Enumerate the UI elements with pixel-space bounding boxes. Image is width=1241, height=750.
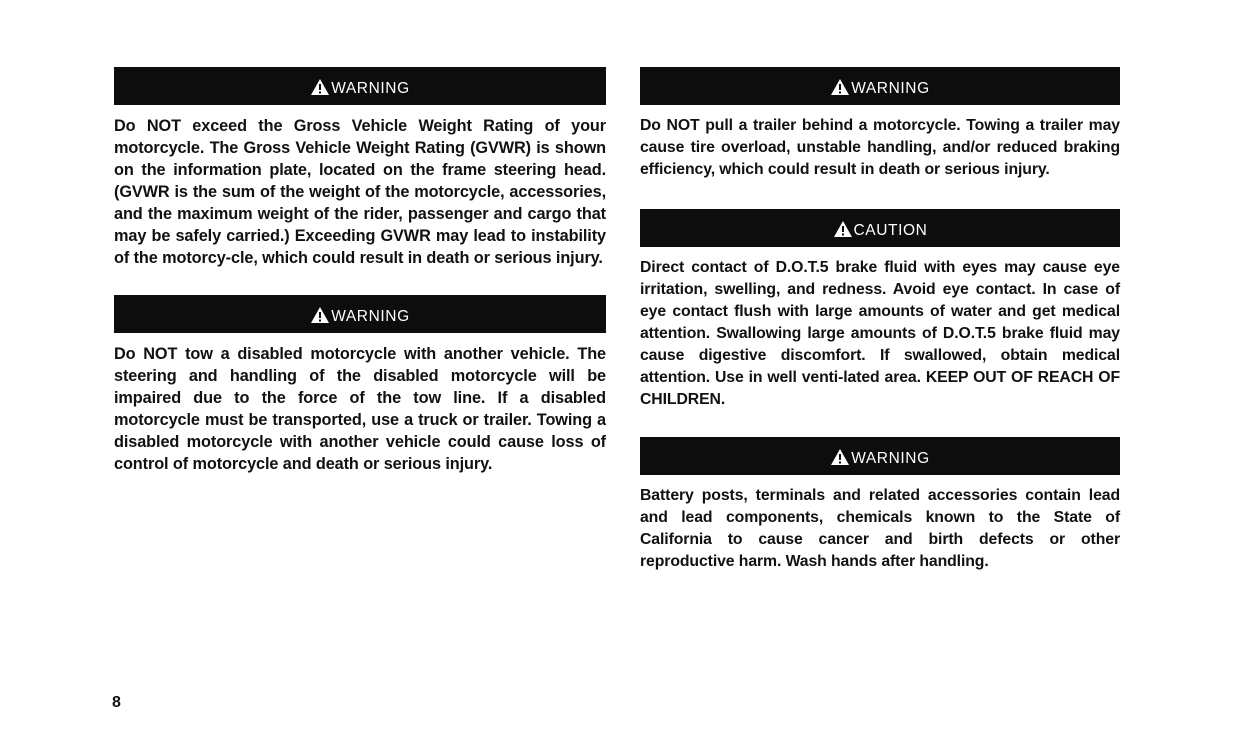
warning-triangle-icon (833, 220, 853, 238)
banner-label: WARNING (331, 79, 410, 97)
banner-label: WARNING (851, 449, 930, 467)
banner-label: CAUTION (853, 221, 928, 239)
warning-banner-gvwr (114, 67, 606, 105)
warning-triangle-icon (310, 78, 330, 96)
right-column (640, 67, 1120, 573)
warning-text-towing-disabled: Do NOT tow a disabled motorcycle with another vehicle. The steering and handling of the disabled motorcycle will be impaired due to the force of the tow line. If a disabled motorcycle must be transported, use a truck or trailer. Towing a disabled motorcycle with another vehicle could cause loss of control of motorcycle and death or serious injury. (114, 345, 606, 473)
warning-triangle-icon (830, 448, 850, 466)
caution-text-brake-fluid: Direct contact of D.O.T.5 brake fluid with eyes may cause eye irritation, swelling, and redness. Avoid eye contact. In case of eye contact flush with large amounts of water and get medical attention. Swallowing large amounts of D.O.T.5 brake fluid may cause digestive discomfort. If swallowed, obtain medical attention. Use in well venti-lated area. KEEP OUT OF REACH OF CHILDREN. (640, 259, 1120, 408)
warning-text-gvwr: Do NOT exceed the Gross Vehicle Weight Rating of your motorcycle. The Gross Vehicle Weight Rating (GVWR) is shown on the information plate, located on the frame steering head. (GVWR is the sum of the weight of the motorcycle, accessories, and the maximum weight of the rider, passenger and cargo that may be safely carried.) Exceeding GVWR may lead to instability of the motorcy-cle, which could result in death or serious injury. (114, 117, 606, 267)
banner-label: WARNING (851, 79, 930, 97)
warning-banner-battery (640, 437, 1120, 475)
warning-text-battery: Battery posts, terminals and related accessories contain lead and lead components, chemicals known to the State of California to cause cancer and birth defects or other reproductive harm. Wash hands after handling. (640, 487, 1120, 570)
warning-text-trailer: Do NOT pull a trailer behind a motorcycle. Towing a trailer may cause tire overload, unstable handling, and/or reduced braking efficiency, which could result in death or serious injury. (640, 117, 1120, 178)
warning-banner-trailer (640, 67, 1120, 105)
warning-banner-towing-disabled (114, 295, 606, 333)
banner-label: WARNING (331, 307, 410, 325)
caution-banner-brake-fluid (640, 209, 1120, 247)
warning-triangle-icon (310, 306, 330, 324)
warning-triangle-icon (830, 78, 850, 96)
left-column (114, 67, 606, 475)
page-number: 8 (112, 694, 121, 711)
